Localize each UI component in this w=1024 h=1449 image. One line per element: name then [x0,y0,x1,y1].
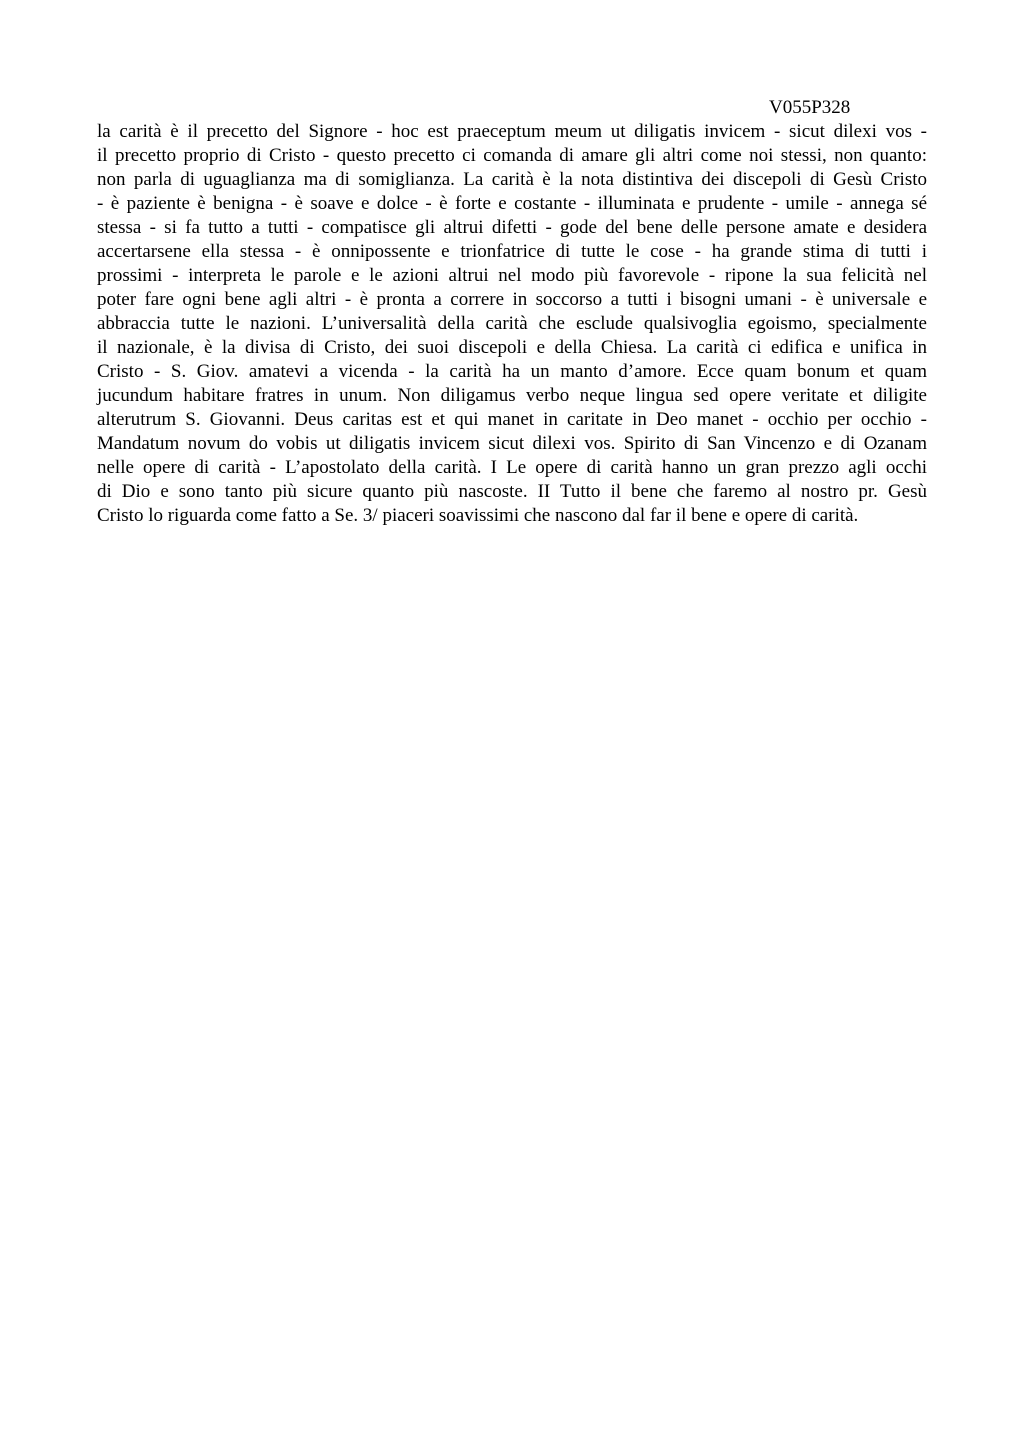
text-line: prossimi - interpreta le parole e le azioni altrui nel modo più favorevole - ripone la sua felicità nel [97,265,927,286]
text-line: non parla di uguaglianza ma di somiglianza. La carità è la nota distintiva dei discepoli di Gesù Cristo [97,169,927,190]
text-line: Cristo lo riguarda come fatto a Se. 3/ piaceri soavissimi che nascono dal far il bene e opere di carità. [97,505,859,526]
text-line: abbraccia tutte le nazioni. L’universalità della carità che esclude qualsivoglia egoismo, specialmente [97,313,927,334]
text-line: di Dio e sono tanto più sicure quanto più nascoste. II Tutto il bene che faremo al nostro pr. Gesù [97,481,927,502]
text-line: Mandatum novum do vobis ut diligatis invicem sicut dilexi vos. Spirito di San Vincenzo e di Ozanam [97,433,927,454]
text-line: nelle opere di carità - L’apostolato della carità. I Le opere di carità hanno un gran prezzo agli occhi [97,457,927,478]
text-line: - è paziente è benigna - è soave e dolce - è forte e costante - illuminata e prudente - umile - annega sé [97,193,927,214]
text-line: la carità è il precetto del Signore - hoc est praeceptum meum ut diligatis invicem - sicut dilexi vos - [97,121,927,142]
text-line: stessa - si fa tutto a tutti - compatisce gli altrui difetti - gode del bene delle persone amate e desidera [97,217,927,238]
body-paragraph [97,120,927,528]
text-line: Cristo - S. Giov. amatevi a vicenda - la carità ha un manto d’amore. Ecce quam bonum et quam [97,361,927,382]
text-line: alterutrum S. Giovanni. Deus caritas est et qui manet in caritate in Deo manet - occhio per occhio - [97,409,927,430]
text-line: il precetto proprio di Cristo - questo precetto ci comanda di amare gli altri come noi stessi, non quanto: [97,145,927,166]
page-identifier: V055P328 [769,97,851,118]
text-line: jucundum habitare fratres in unum. Non diligamus verbo neque lingua sed opere veritate et diligite [97,385,927,406]
text-line: poter fare ogni bene agli altri - è pronta a correre in soccorso a tutti i bisogni umani - è universale e [97,289,927,310]
text-line: il nazionale, è la divisa di Cristo, dei suoi discepoli e della Chiesa. La carità ci edifica e unifica in [97,337,927,358]
text-line: accertarsene ella stessa - è onnipossente e trionfatrice di tutte le cose - ha grande stima di tutti i [97,241,927,262]
